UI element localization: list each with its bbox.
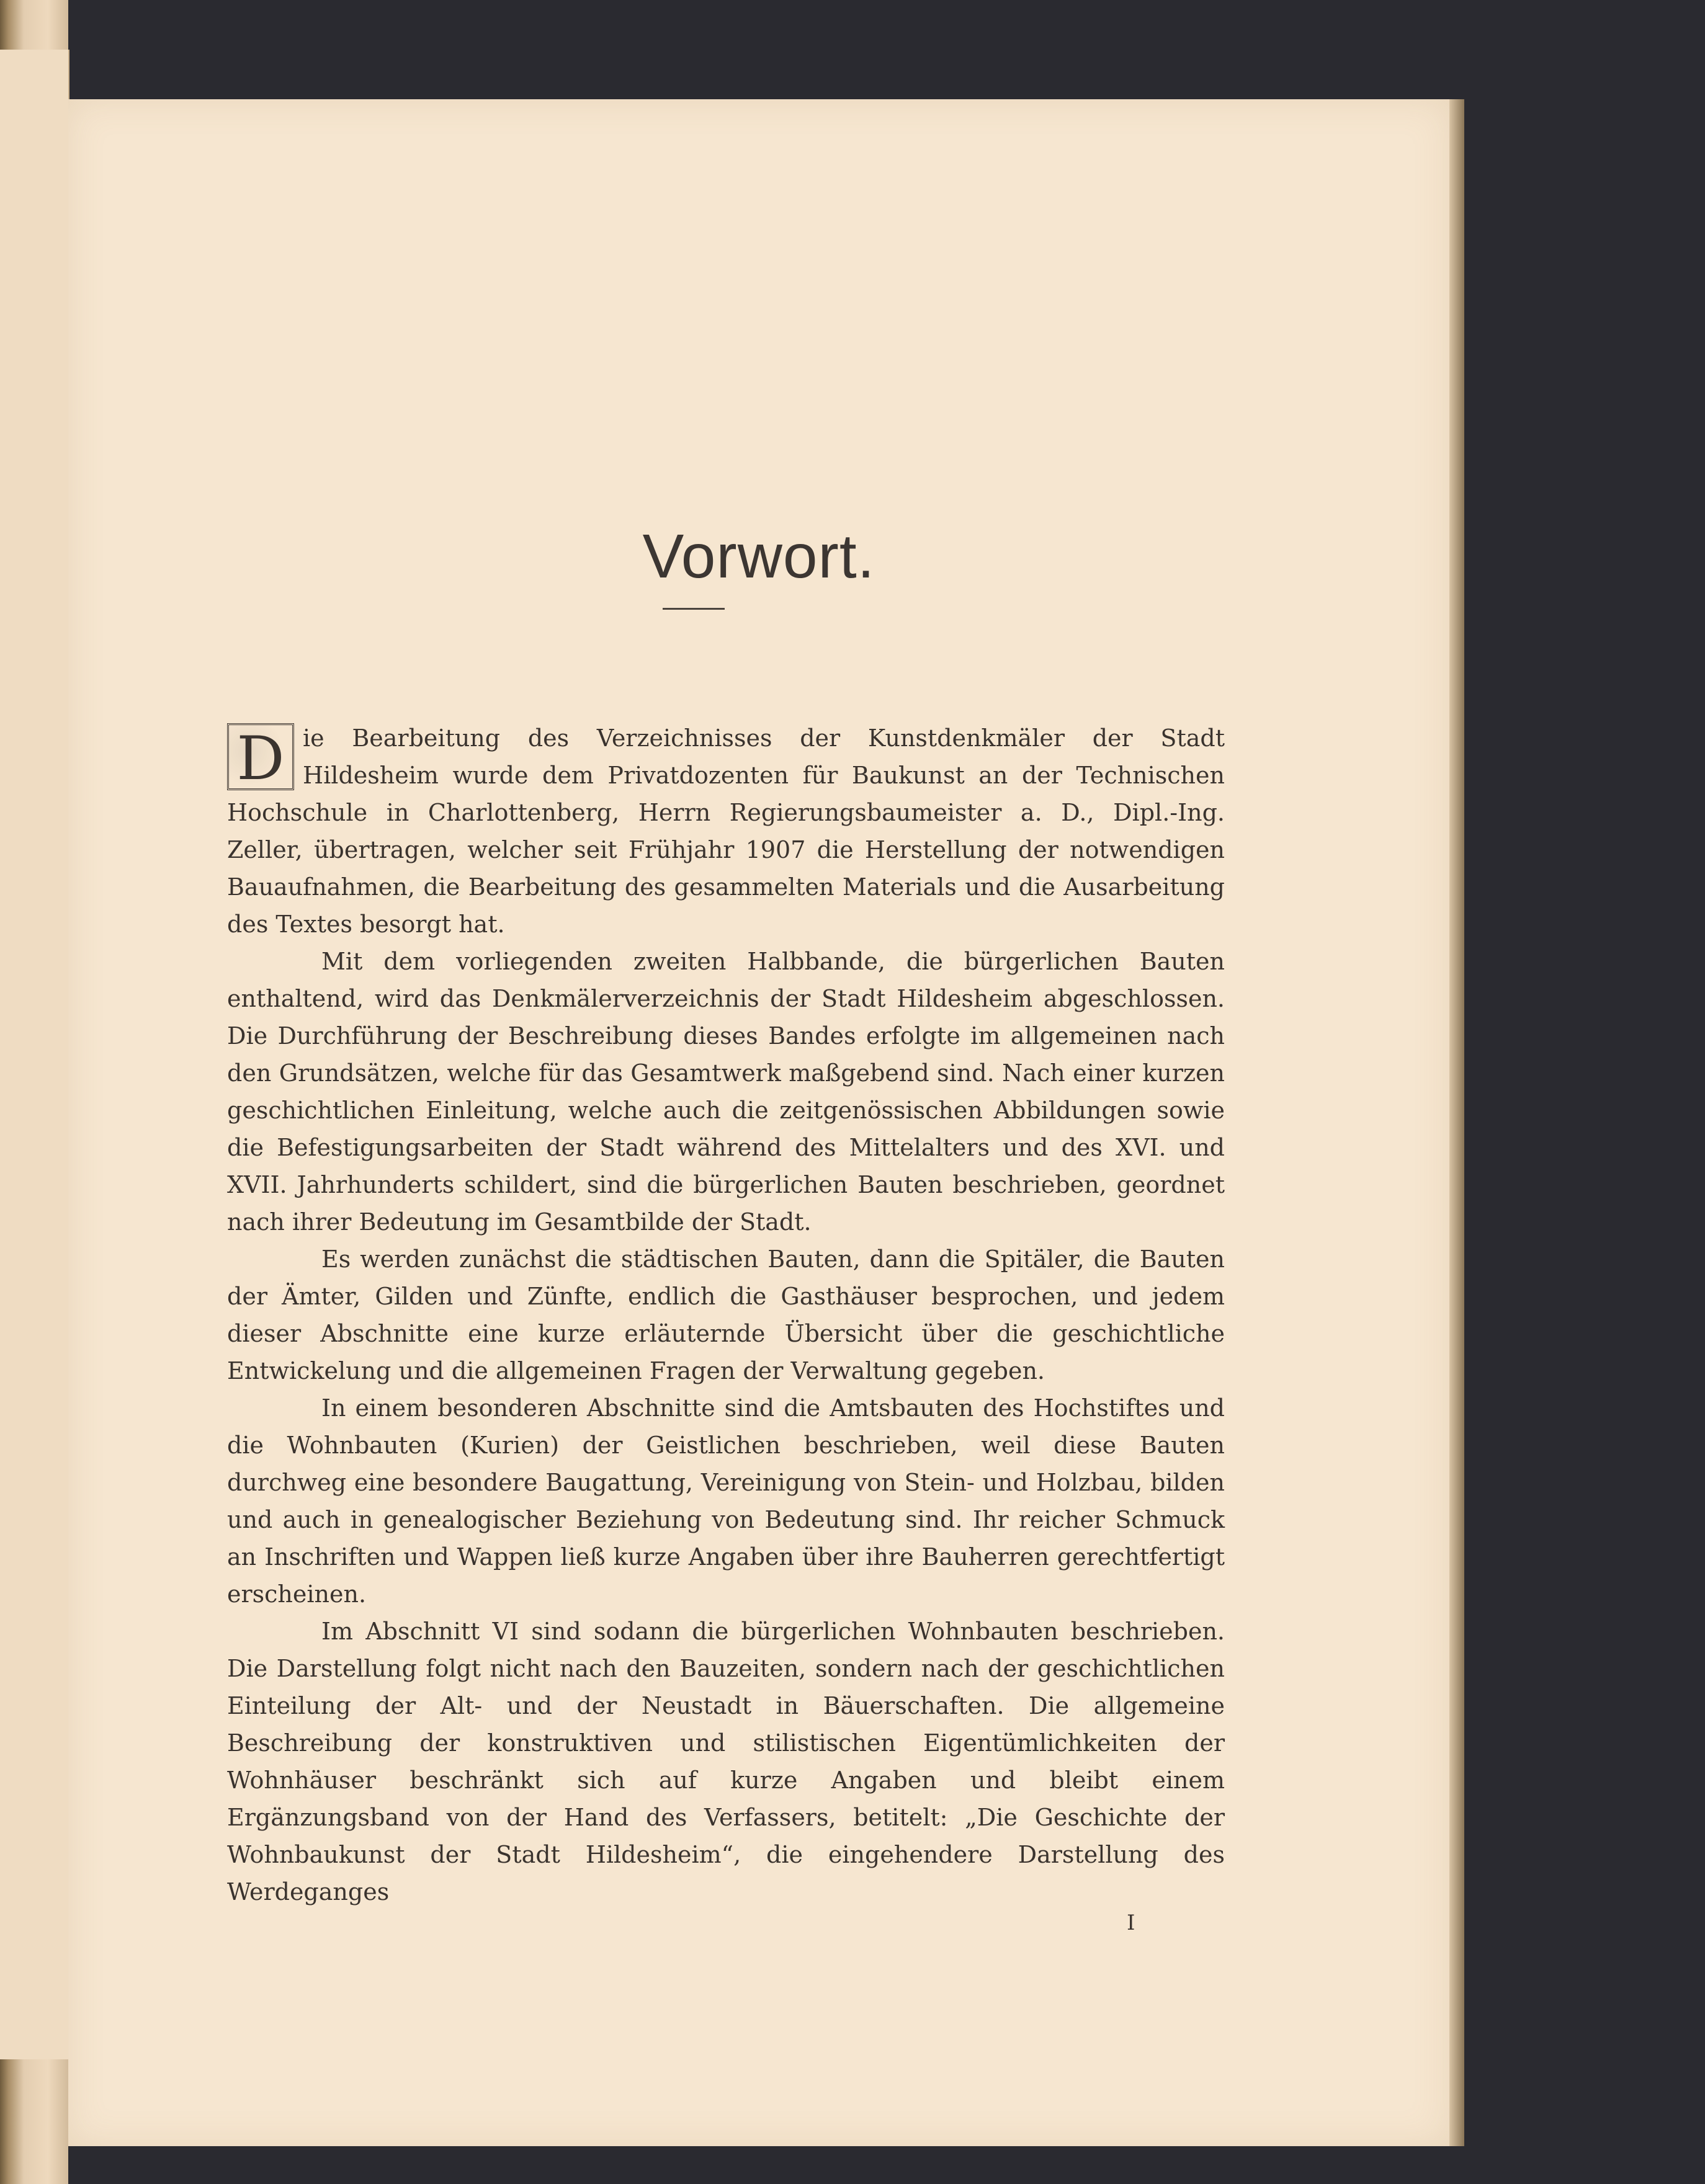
page-right-edge	[1449, 99, 1464, 2146]
paragraph-1-text: ie Bearbeitung des Verzeichnisses der Kunstdenkmäler der Stadt Hildesheim wurde dem Privatdozenten für Baukunst an der Technischen Hochschule in Charlottenberg, Herrn Regierungsbaumeister a. D., Dipl.-Ing. Zeller, übertragen, welcher seit Frühjahr 1907 die Herstellung der notwendigen Bauaufnahmen, die Bearbeitung des gesammelten Materials und die Ausarbeitung des Textes besorgt hat.	[227, 724, 1225, 938]
page-number: I	[1127, 1910, 1135, 1935]
book-page	[68, 99, 1449, 2146]
paragraph-5: Im Abschnitt VI sind sodann die bürgerlichen Wohnbauten beschrieben. Die Darstellung folgt nicht nach den Bauzeiten, sondern nach der geschichtlichen Einteilung der Alt- und der Neustadt in Bäuerschaften. Die allgemeine Beschreibung der konstruktiven und stilistischen Eigentümlichkeiten der Wohnhäuser beschränkt sich auf kurze Angaben und bleibt einem Ergänzungsband von der Hand des Verfassers, betitelt: „Die Geschichte der Wohnbaukunst der Stadt Hildesheim“, die eingehendere Darstellung des Werdeganges	[227, 1618, 1225, 1905]
drop-cap-initial: D	[227, 723, 294, 790]
paragraph-1	[227, 720, 1225, 943]
paragraph-2: Mit dem vorliegenden zweiten Halbbande, die bürgerlichen Bauten enthaltend, wird das Denkmälerverzeichnis der Stadt Hildesheim abgeschlossen. Die Durchführung der Beschreibung dieses Bandes erfolgte im allgemeinen nach den Grundsätzen, welche für das Gesamtwerk maßgebend sind. Nach einer kurzen geschichtlichen Einleitung, welche auch die zeitgenössischen Abbildungen sowie die Befestigungsarbeiten der Stadt während des Mittelalters und des XVI. und XVII. Jahrhunderts schildert, sind die bürgerlichen Bauten beschrieben, geordnet nach ihrer Bedeutung im Gesamtbilde der Stadt.	[227, 948, 1225, 1236]
body-text	[227, 720, 1225, 1910]
paragraph-3: Es werden zunächst die städtischen Bauten, dann die Spitäler, die Bauten der Ämter, Gilden und Zünfte, endlich die Gasthäuser besprochen, und jedem dieser Abschnitte eine kurze erläuternde Übersicht über die geschichtliche Entwickelung und die allgemeinen Fragen der Verwaltung gegeben.	[227, 1246, 1225, 1384]
facing-page-edge	[0, 50, 69, 2059]
paragraph-4: In einem besonderen Abschnitte sind die Amtsbauten des Hochstiftes und die Wohnbauten (Kurien) der Geistlichen beschrieben, weil diese Bauten durchweg eine besondere Baugattung, Vereinigung von Stein- und Holzbau, bilden und auch in genealogischer Beziehung von Bedeutung sind. Ihr reicher Schmuck an Inschriften und Wappen ließ kurze Angaben über ihre Bauherren gerechtfertigt erscheinen.	[227, 1394, 1225, 1608]
page-title: Vorwort.	[642, 522, 875, 591]
title-divider	[663, 608, 725, 610]
